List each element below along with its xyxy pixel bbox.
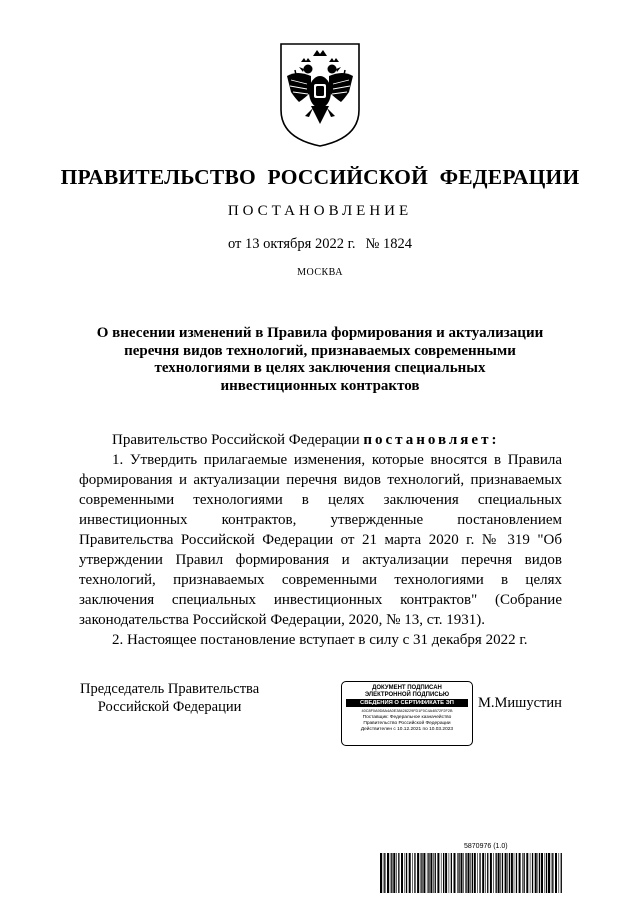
barcode-bar: [398, 853, 399, 893]
barcode-bar: [559, 853, 560, 893]
barcode-bar: [417, 853, 419, 893]
electronic-signature-stamp: [341, 681, 473, 746]
barcode-bar: [493, 853, 494, 893]
barcode-bar: [496, 853, 497, 893]
barcode-bar: [463, 853, 464, 893]
barcode-bar: [420, 853, 421, 893]
paragraph-1: 1. Утвердить прилагаемые изменения, которые вносятся в Правила формирования и актуализации перечня видов технологий, признаваемых современными технологиями в целях заключения специальных инвестиционных контрактов, утвержденные постановлением Правительства Российской Федерации от 21 марта 2020 г. № 319 "Об утверждении Правил формирования и актуализации перечня видов технологий, признаваемых современными технологиями в целях заключения специальных инвестиционных контрактов" (Собрание законодательства Российской Федерации, 2020, № 13, ст. 1931).: [79, 452, 562, 628]
stamp-line: ДОКУМЕНТ ПОДПИСАН: [372, 685, 442, 691]
barcode-bar: [406, 853, 407, 893]
stamp-heading: [342, 685, 472, 698]
barcode-bar: [428, 853, 429, 893]
barcode-label: 5870976 (1.0): [464, 843, 508, 850]
stamp-line: ЭЛЕКТРОННОЙ ПОДПИСЬЮ: [364, 691, 450, 698]
barcode-bar: [530, 853, 531, 893]
barcode-bar: [427, 853, 428, 893]
barcode-bar: [393, 853, 395, 893]
stamp-issuer: Поставщик: Федеральное казначейство: [362, 715, 452, 720]
barcode-bar: [498, 853, 500, 893]
barcode-bar: [405, 853, 406, 893]
barcode-bar: [437, 853, 439, 893]
barcode-bar: [468, 853, 470, 893]
barcode-bar: [414, 853, 415, 893]
barcode-image: [380, 853, 562, 893]
intro-paragraph: [79, 430, 562, 450]
barcode-bar: [546, 853, 547, 893]
barcode-bar: [458, 853, 459, 893]
barcode-bar: [421, 853, 422, 893]
barcode-bar: [445, 853, 447, 893]
stamp-certificate-bar: СВЕДЕНИЯ О СЕРТИФИКАТЕ ЭП: [346, 699, 468, 707]
barcode-bar: [541, 853, 543, 893]
barcode-bar: [412, 853, 413, 893]
barcode-bar: [391, 853, 392, 893]
barcode-bar: [441, 853, 442, 893]
stamp-validity: Действителен с 10.12.2021 по 10.03.2023: [360, 727, 454, 732]
barcode-bar: [380, 853, 382, 893]
stamp-serial: 40C8F0A9D8A4A0E38428229FD1F0C4A4B72F2F2B: [361, 709, 453, 713]
subject-line: перечня видов технологий, признаваемых современными: [124, 342, 516, 359]
intro-verb: постановляет:: [363, 432, 500, 448]
barcode-bar: [502, 853, 503, 893]
barcode-bar: [384, 853, 385, 893]
barcode-bar: [409, 853, 411, 893]
barcode-bar: [505, 853, 507, 893]
barcode-bar: [526, 853, 528, 893]
intro-text: Правительство Российской Федерации: [112, 432, 360, 448]
government-title: ПРАВИТЕЛЬСТВО РОССИЙСКОЙ ФЕДЕРАЦИИ: [60, 165, 580, 189]
barcode-bar: [390, 853, 391, 893]
barcode-bar: [461, 853, 463, 893]
position-line: Председатель Правительства: [80, 681, 260, 697]
barcode-bar: [430, 853, 432, 893]
barcode-bar: [457, 853, 458, 893]
barcode-bar: [522, 853, 523, 893]
stamp-owner: Правительство Российской Федерации: [363, 721, 451, 726]
barcode-bar: [516, 853, 517, 893]
document-date: от 13 октября 2022 г.: [227, 236, 356, 252]
barcode-bar: [524, 853, 525, 893]
barcode-bar: [500, 853, 501, 893]
barcode-bar: [532, 853, 533, 893]
barcode-bar: [509, 853, 510, 893]
barcode-bar: [396, 853, 397, 893]
barcode-bar: [487, 853, 488, 893]
barcode-bar: [479, 853, 480, 893]
barcode-bar: [514, 853, 515, 893]
barcode-bar: [561, 853, 562, 893]
barcode-bar: [482, 853, 484, 893]
barcode-bar: [472, 853, 473, 893]
barcode-bar: [435, 853, 436, 893]
barcode-bar: [474, 853, 476, 893]
barcode-bar: [551, 853, 552, 893]
barcode-bar: [485, 853, 486, 893]
barcode-bar: [519, 853, 521, 893]
barcode-bar: [387, 853, 389, 893]
barcode-bar: [451, 853, 452, 893]
coat-of-arms-emblem: [277, 40, 363, 150]
barcode-bar: [511, 853, 513, 893]
document-body: [79, 430, 562, 650]
stamp-details: [342, 715, 472, 733]
barcode-bar: [539, 853, 540, 893]
subject-line: О внесении изменений в Правила формирования и актуализации: [96, 325, 544, 341]
barcode-bar: [470, 853, 471, 893]
barcode-bar: [433, 853, 434, 893]
barcode-bar: [454, 853, 456, 893]
signatory-position: [80, 680, 259, 716]
barcode-bar: [552, 853, 553, 893]
barcode-bar: [477, 853, 478, 893]
city: МОСКВА: [297, 267, 343, 278]
date-line: [0, 236, 640, 253]
barcode-bar: [383, 853, 384, 893]
barcode-bar: [548, 853, 550, 893]
document-subject: [80, 325, 560, 395]
barcode-bar: [555, 853, 557, 893]
paragraph-2: 2. Настоящее постановление вступает в силу с 31 декабря 2022 г.: [112, 632, 528, 648]
barcode-bar: [401, 853, 403, 893]
barcode-bar: [545, 853, 546, 893]
subject-line: инвестиционных контрактов: [220, 377, 420, 394]
barcode-bar: [443, 853, 444, 893]
barcode-bar: [538, 853, 539, 893]
subject-line: технологиями в целях заключения специальных: [154, 360, 486, 376]
barcode-bar: [535, 853, 537, 893]
barcode-bar: [490, 853, 492, 893]
document-number: № 1824: [365, 236, 413, 252]
barcode-bar: [449, 853, 450, 893]
position-line: Российской Федерации: [97, 699, 242, 715]
signatory-name: М.Мишустин: [478, 695, 562, 711]
barcode-bar: [465, 853, 466, 893]
barcode-bar: [507, 853, 508, 893]
document-type: ПОСТАНОВЛЕНИЕ: [227, 203, 413, 219]
barcode-bar: [423, 853, 425, 893]
